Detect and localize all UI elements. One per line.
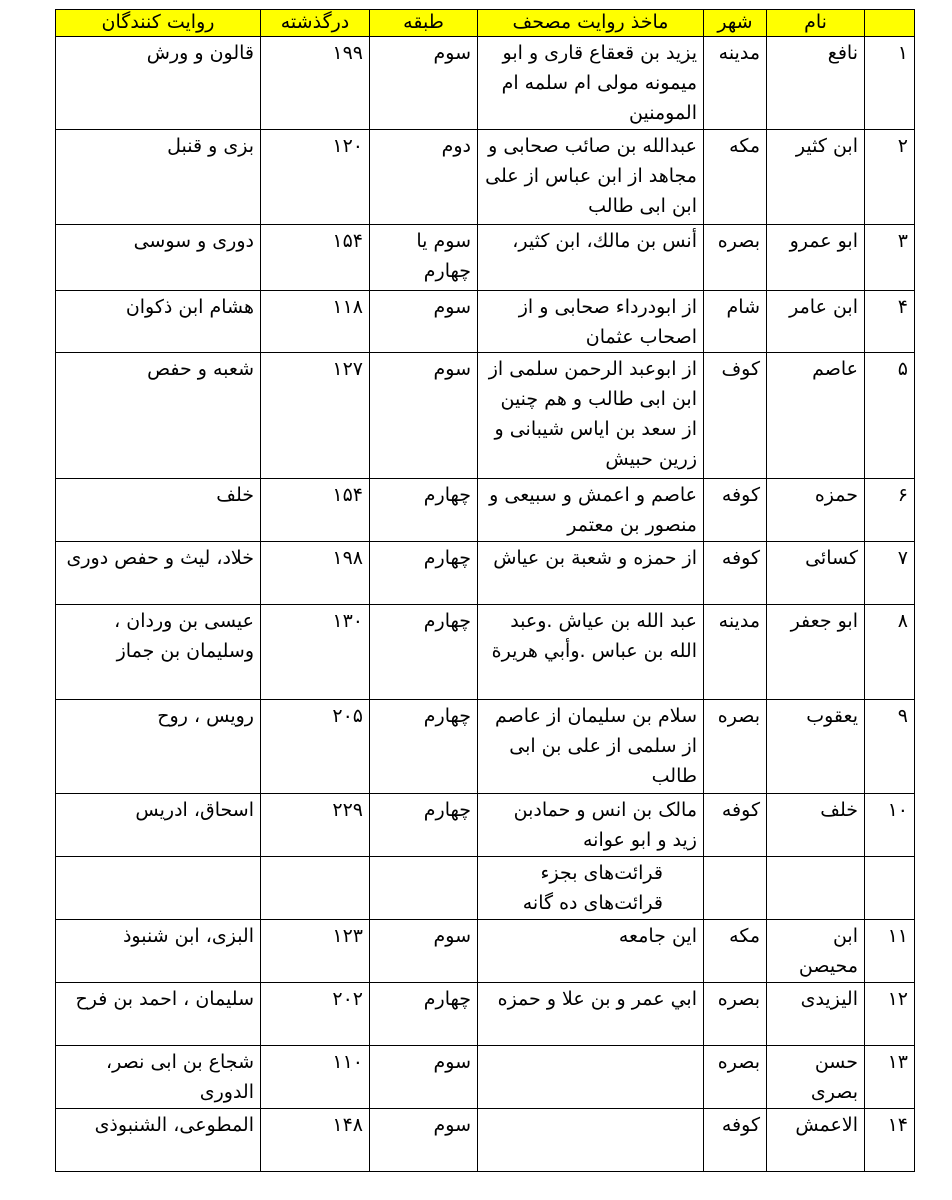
cell-num: ۱۴ — [865, 1109, 915, 1172]
cell-num: ۶ — [865, 479, 915, 542]
cell-num: ۱۳ — [865, 1046, 915, 1109]
table-row — [56, 225, 915, 291]
cell-name: ابن عامر — [767, 291, 865, 353]
cell-tabaqa: سوم — [370, 37, 478, 130]
table-row — [56, 700, 915, 794]
cell-num: ۱۰ — [865, 794, 915, 857]
cell-name: ابن کثیر — [767, 130, 865, 225]
cell-name: حسن بصری — [767, 1046, 865, 1109]
cell-died: ۱۲۳ — [261, 920, 370, 983]
cell-num — [865, 857, 915, 920]
cell-city: کوف — [704, 353, 767, 479]
cell-name: الاعمش — [767, 1109, 865, 1172]
cell-tabaqa: چهارم — [370, 700, 478, 794]
cell-source: ابي عمر و بن علا و حمزه — [478, 983, 704, 1046]
cell-num: ۲ — [865, 130, 915, 225]
cell-source: عبد الله بن عیاش .وعبد الله بن عباس .وأبي هريرة — [478, 605, 704, 700]
cell-tabaqa: چهارم — [370, 479, 478, 542]
cell-source — [478, 1046, 704, 1109]
cell-died: ۱۲۷ — [261, 353, 370, 479]
table-row — [56, 130, 915, 225]
cell-source: أنس بن مالك، ابن كثير، — [478, 225, 704, 291]
header-narrators: روایت کنندگان — [56, 10, 261, 37]
cell-num: ۵ — [865, 353, 915, 479]
cell-tabaqa: چهارم — [370, 605, 478, 700]
cell-source: این جامعه — [478, 920, 704, 983]
cell-narrators: قالون و ورش — [56, 37, 261, 130]
cell-narrators — [56, 857, 261, 920]
table-row — [56, 542, 915, 605]
cell-narrators: المطوعی، الشنبوذی — [56, 1109, 261, 1172]
cell-died: ۲۲۹ — [261, 794, 370, 857]
cell-narrators: بزی و قنبل — [56, 130, 261, 225]
cell-name: یعقوب — [767, 700, 865, 794]
cell-narrators: شعبه و حفص — [56, 353, 261, 479]
cell-tabaqa: چهارم — [370, 542, 478, 605]
cell-source: از حمزه و شعبة بن عیاش — [478, 542, 704, 605]
cell-city: بصره — [704, 1046, 767, 1109]
cell-name: حمزه — [767, 479, 865, 542]
cell-num: ۹ — [865, 700, 915, 794]
cell-died: ۲۰۵ — [261, 700, 370, 794]
cell-num: ۱۲ — [865, 983, 915, 1046]
cell-died: ۱۴۸ — [261, 1109, 370, 1172]
cell-source: مالک بن انس و حمادبن زید و ابو عوانه — [478, 794, 704, 857]
cell-narrators: اسحاق، ادریس — [56, 794, 261, 857]
cell-tabaqa: چهارم — [370, 983, 478, 1046]
qurra-table — [55, 9, 915, 1172]
cell-city: بصره — [704, 700, 767, 794]
cell-source: عبدالله بن صائب صحابی و مجاهد از ابن عباس از علی ابن ابی طالب — [478, 130, 704, 225]
cell-source: از ابودرداء صحابی و از اصحاب عثمان — [478, 291, 704, 353]
cell-name: الیزیدی — [767, 983, 865, 1046]
table-row — [56, 794, 915, 857]
cell-tabaqa: سوم — [370, 1046, 478, 1109]
header-name: نام — [767, 10, 865, 37]
cell-name: ابو جعفر — [767, 605, 865, 700]
cell-city: کوفه — [704, 542, 767, 605]
cell-name: کسائی — [767, 542, 865, 605]
cell-name: خلف — [767, 794, 865, 857]
cell-tabaqa — [370, 857, 478, 920]
cell-name: عاصم — [767, 353, 865, 479]
cell-died: ۱۳۰ — [261, 605, 370, 700]
cell-died: ۱۹۹ — [261, 37, 370, 130]
cell-narrators: عیسی بن وردان ، وسلیمان بن جماز — [56, 605, 261, 700]
table-row — [56, 353, 915, 479]
header-source: ماخذ روایت مصحف — [478, 10, 704, 37]
cell-narrators: شجاع بن ابی نصر، الدوری — [56, 1046, 261, 1109]
cell-name: ابن محیصن — [767, 920, 865, 983]
cell-source: یزید بن قعقاع قاری و ابو میمونه مولی ام سلمه ام المومنین — [478, 37, 704, 130]
cell-num: ۱۱ — [865, 920, 915, 983]
cell-num: ۷ — [865, 542, 915, 605]
cell-died — [261, 857, 370, 920]
cell-tabaqa: چهارم — [370, 794, 478, 857]
cell-died: ۲۰۲ — [261, 983, 370, 1046]
table-row — [56, 983, 915, 1046]
cell-narrators: البزی، ابن شنبوذ — [56, 920, 261, 983]
cell-city: مدینه — [704, 605, 767, 700]
cell-city: مدینه — [704, 37, 767, 130]
cell-tabaqa: سوم — [370, 1109, 478, 1172]
table-row — [56, 1109, 915, 1172]
cell-source: سلام بن سلیمان از عاصم از سلمی از علی بن ابی طالب — [478, 700, 704, 794]
table-row — [56, 920, 915, 983]
cell-narrators: سلیمان ، احمد بن فرح — [56, 983, 261, 1046]
cell-narrators: رویس ، روح — [56, 700, 261, 794]
cell-city: شام — [704, 291, 767, 353]
table-row — [56, 605, 915, 700]
cell-city: مکه — [704, 920, 767, 983]
cell-source: قرائت‌های بجزء قرائت‌های ده گانه — [478, 857, 704, 920]
cell-narrators: خلاد، لیث و حفص دوری — [56, 542, 261, 605]
cell-source: عاصم و اعمش و سبیعی و منصور بن معتمر — [478, 479, 704, 542]
table-row-section — [56, 857, 915, 920]
cell-tabaqa: سوم — [370, 920, 478, 983]
header-row — [56, 10, 915, 37]
cell-died: ۱۲۰ — [261, 130, 370, 225]
cell-num: ۴ — [865, 291, 915, 353]
table-row — [56, 291, 915, 353]
cell-name — [767, 857, 865, 920]
cell-tabaqa: سوم — [370, 291, 478, 353]
cell-city: بصره — [704, 983, 767, 1046]
cell-source — [478, 1109, 704, 1172]
cell-city: کوفه — [704, 1109, 767, 1172]
cell-died: ۱۱۰ — [261, 1046, 370, 1109]
cell-died: ۱۵۴ — [261, 479, 370, 542]
cell-narrators: هشام ابن ذکوان — [56, 291, 261, 353]
cell-tabaqa: دوم — [370, 130, 478, 225]
table-row — [56, 37, 915, 130]
cell-name: ابو عمرو — [767, 225, 865, 291]
cell-city: بصره — [704, 225, 767, 291]
cell-tabaqa: سوم — [370, 353, 478, 479]
cell-tabaqa: سوم یا چهارم — [370, 225, 478, 291]
cell-source: از ابوعبد الرحمن سلمی از ابن ابی طالب و هم چنین از سعد بن ایاس شیبانی و زرین حبیش — [478, 353, 704, 479]
cell-city: مکه — [704, 130, 767, 225]
header-num — [865, 10, 915, 37]
header-city: شهر — [704, 10, 767, 37]
cell-city: کوفه — [704, 794, 767, 857]
cell-num: ۳ — [865, 225, 915, 291]
cell-died: ۱۵۴ — [261, 225, 370, 291]
cell-city — [704, 857, 767, 920]
cell-narrators: خلف — [56, 479, 261, 542]
cell-narrators: دوری و سوسی — [56, 225, 261, 291]
cell-num: ۸ — [865, 605, 915, 700]
cell-num: ۱ — [865, 37, 915, 130]
cell-name: نافع — [767, 37, 865, 130]
cell-died: ۱۱۸ — [261, 291, 370, 353]
cell-died: ۱۹۸ — [261, 542, 370, 605]
header-tabaqa: طبقه — [370, 10, 478, 37]
cell-city: کوفه — [704, 479, 767, 542]
header-died: درگذشته — [261, 10, 370, 37]
table-row — [56, 479, 915, 542]
table-row — [56, 1046, 915, 1109]
